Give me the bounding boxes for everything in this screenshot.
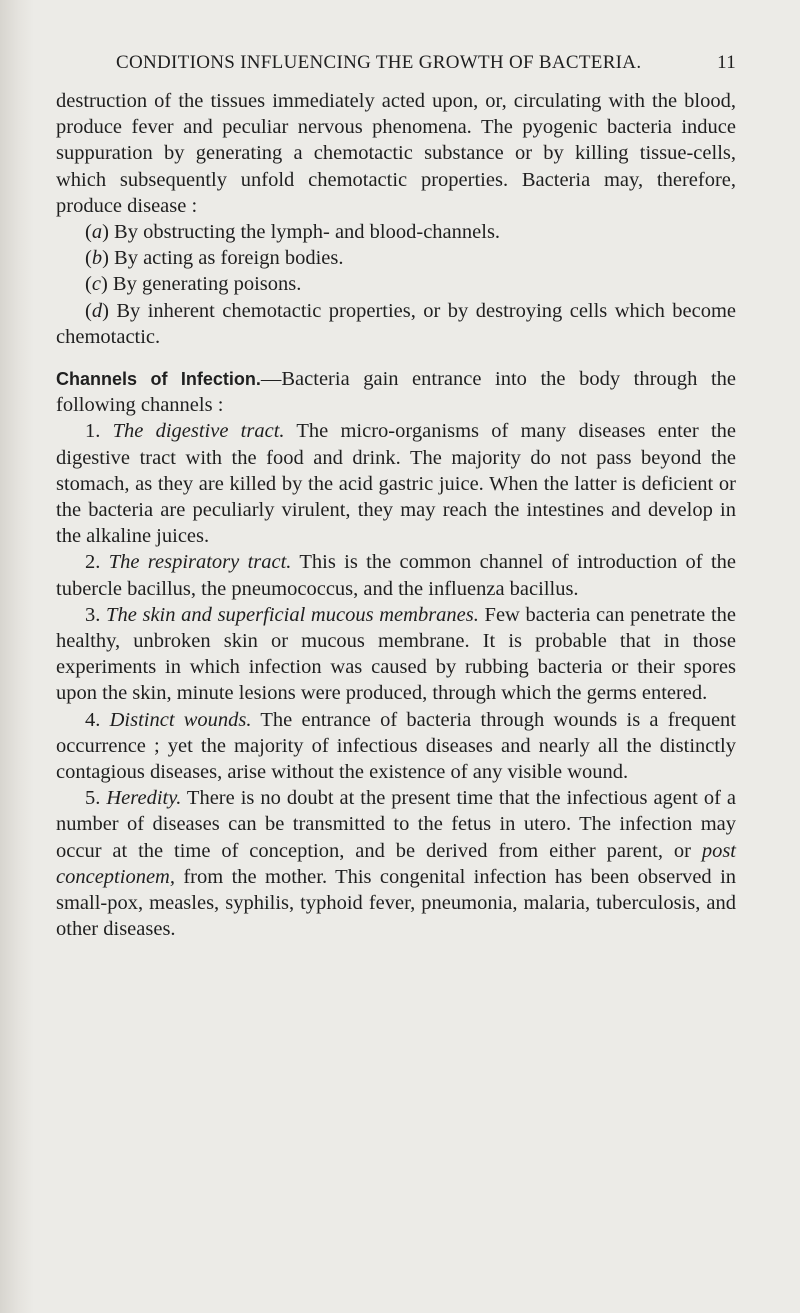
item-text: The entrance of bacteria through wounds is a frequent occurrence ; yet the majority of infectious diseases and nearly all the distinctly contagious diseases, arise without the existence of any visible wound.	[56, 708, 737, 784]
channels-paragraph	[56, 366, 736, 418]
item-number: 2.	[85, 551, 101, 574]
item-number: 5.	[85, 787, 101, 810]
item-title: The respiratory tract.	[108, 551, 292, 574]
channels-intro: —Bacteria gain entrance into the body through the following channels :	[56, 368, 736, 417]
paragraph-continuation: destruction of the tissues immediately acted upon, or, circulating with the blood, produce fever and peculiar nervous phenomena. The pyogenic bacteria induce suppuration by generating a chemotactic substance or by killing tissue-cells, which subsequently unfold chemotactic properties. Bacteria may, therefore, produce disease :	[56, 90, 736, 217]
book-page	[56, 52, 736, 943]
channel-item-3	[56, 602, 736, 707]
channel-item-5	[56, 785, 736, 942]
item-text: Few bacteria can penetrate the healthy, unbroken skin or mucous membrane. It is probable that in those experiments in which infection was caused by rubbing bacteria or their spores upon the skin, minute lesions were produced, through which the germs entered.	[56, 603, 736, 705]
item-title: The digestive tract.	[112, 420, 285, 443]
list-item-mode-c: (c) By generating poisons.	[85, 273, 302, 296]
running-title: CONDITIONS INFLUENCING THE GROWTH OF BACTERIA.	[116, 52, 642, 73]
page-gutter-shadow	[0, 0, 34, 1313]
mode-text: By obstructing the lymph- and blood-channels.	[114, 221, 501, 244]
item-number: 4.	[85, 708, 101, 731]
page-number: 11	[717, 52, 736, 73]
mode-label: c	[91, 273, 101, 296]
mode-text: By acting as foreign bodies.	[114, 247, 344, 270]
item-text-continued: from the mother. This congenital infection has been observed in small-pox, measles, syphilis, typhoid fever, pneumonia, malaria, tuberculosis, and other diseases.	[56, 865, 737, 941]
item-text: The micro-organisms of many diseases enter the digestive tract with the food and drink. The majority do not pass beyond the stomach, as they are killed by the acid gastric juice. When the latter is deficient or the bacteria are peculiarly virulent, they may reach the intestines and develop in the alkaline juices.	[56, 420, 736, 548]
mode-text: By generating poisons.	[112, 273, 302, 296]
item-title: The skin and superficial mucous membranes.	[106, 603, 479, 626]
channel-item-2	[56, 549, 736, 601]
item-text: This is the common channel of introduction of the tubercle bacillus, the pneumococcus, and the influenza bacillus.	[56, 551, 736, 600]
latin-phrase: post conceptionem,	[56, 839, 736, 888]
mode-label: d	[91, 299, 103, 322]
channel-item-4	[56, 707, 736, 786]
item-number: 1.	[85, 420, 101, 443]
item-title: Distinct wounds.	[109, 708, 252, 731]
list-item-mode-d: (d) By inherent chemotactic properties, or by destroying cells which become chemotactic.	[56, 299, 736, 348]
item-text: There is no doubt at the present time that the infectious agent of a number of diseases can be transmitted to the fetus in utero. The infection may occur at the time of conception, and be derived from either parent, or	[56, 787, 736, 862]
section-heading: Channels of Infection.	[56, 369, 261, 390]
channel-item-1	[56, 418, 736, 549]
page-body	[56, 88, 736, 943]
list-item-mode-b: (b) By acting as foreign bodies.	[85, 247, 344, 270]
mode-text: By inherent chemotactic properties, or by destroying cells which become chemotactic.	[56, 299, 736, 348]
mode-label: b	[91, 247, 103, 270]
item-title: Heredity.	[106, 787, 182, 810]
running-header	[56, 52, 736, 88]
item-number: 3.	[85, 603, 101, 626]
mode-label: a	[91, 221, 103, 244]
list-item-mode-a: (a) By obstructing the lymph- and blood-channels.	[85, 221, 501, 244]
